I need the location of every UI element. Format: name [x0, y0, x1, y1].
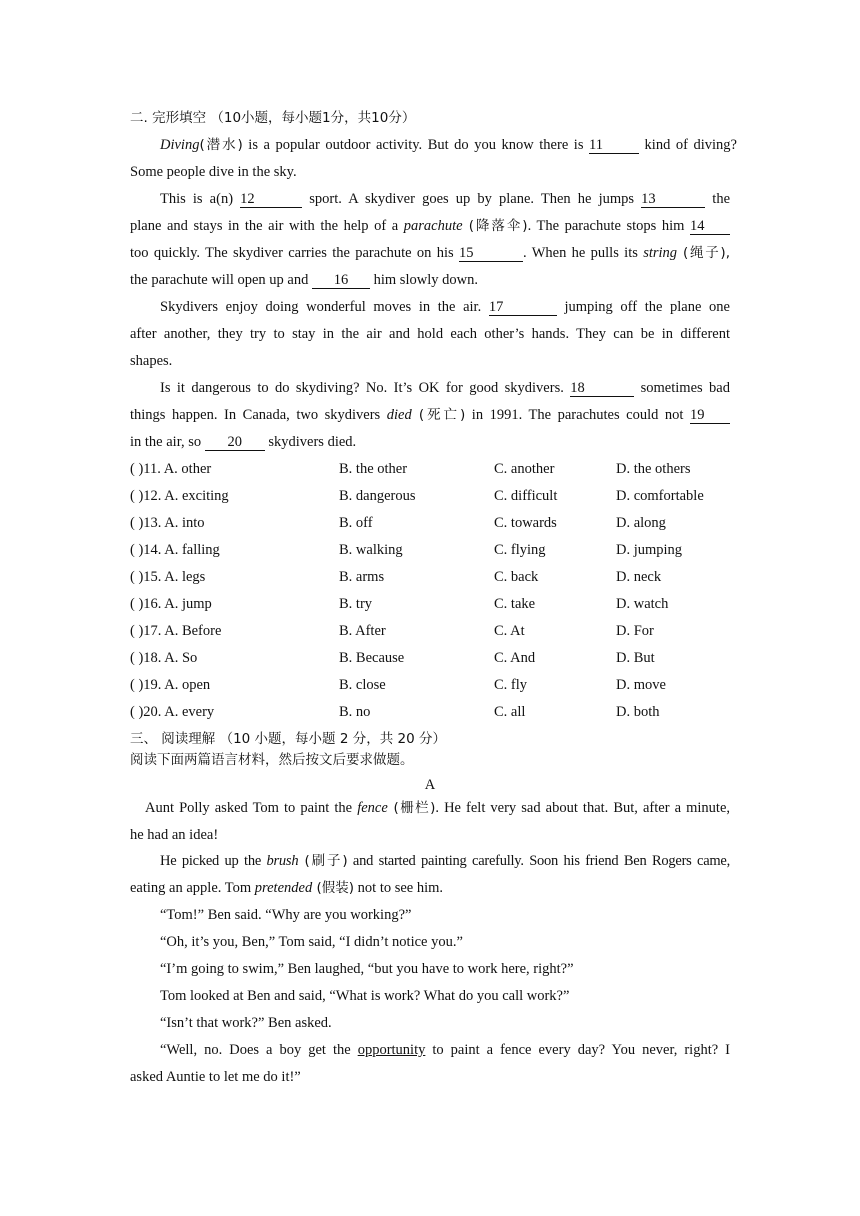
option-a[interactable]: ( )20. A. every [130, 704, 215, 720]
blank-11[interactable]: 11 [589, 138, 639, 154]
option-a[interactable]: ( )19. A. open [130, 677, 211, 693]
option-c[interactable]: C. all [494, 704, 526, 720]
blank-13[interactable]: 13 [641, 192, 705, 208]
option-c[interactable]: C. another [494, 461, 555, 477]
question-row [130, 459, 770, 479]
option-b[interactable]: B. close [339, 677, 386, 693]
option-c[interactable]: C. And [494, 650, 536, 666]
cloze-p3-line1 [160, 297, 730, 317]
option-d[interactable]: D. For [616, 623, 654, 639]
blank-16[interactable]: 16 [312, 273, 370, 289]
text: Skydivers enjoy doing wonderful moves in the air. [160, 299, 489, 315]
question-row [130, 621, 770, 641]
reading-instruction [130, 750, 730, 770]
option-a[interactable]: ( )15. A. legs [130, 569, 206, 585]
question-row [130, 540, 770, 560]
option-b[interactable]: B. Because [339, 650, 405, 666]
option-b[interactable]: B. try [339, 596, 373, 612]
option-d[interactable]: D. watch [616, 596, 669, 612]
blank-14[interactable]: 14 [690, 219, 730, 235]
option-c[interactable]: C. back [494, 569, 539, 585]
term-opportunity: opportunity [357, 1042, 426, 1058]
option-b[interactable]: B. After [339, 623, 386, 639]
option-a[interactable]: ( )13. A. into [130, 515, 205, 531]
gloss: (绳子), [677, 245, 730, 261]
text: the [705, 191, 731, 207]
text: is a popular outdoor activity. But do you know there is [242, 137, 590, 153]
text: in the air, so [130, 434, 205, 450]
dialogue-line: “Isn’t that work?” Ben asked. [160, 1015, 332, 1031]
gloss: (降落伞) [462, 218, 528, 234]
option-b[interactable]: B. off [339, 515, 373, 531]
text: the parachute will open up and [130, 272, 312, 288]
gloss: (潜水) [199, 137, 243, 153]
option-d[interactable]: D. both [616, 704, 660, 720]
gloss: (栅栏) [387, 800, 436, 816]
gloss: (刷子) [298, 853, 348, 869]
text: things happen. In Canada, two skydivers [130, 407, 387, 423]
question-row [130, 648, 770, 668]
text: too quickly. The skydiver carries the parachute on his [130, 245, 459, 261]
text: . When he pulls its [523, 245, 644, 261]
text: eating an apple. Tom [130, 880, 255, 896]
cloze-p2-line1 [160, 189, 730, 209]
text: and started painting carefully. Soon his friend Ben Rogers came, [347, 853, 730, 869]
text: . He felt very sad about that. But, after a minute, [435, 800, 731, 816]
option-a[interactable]: ( )14. A. falling [130, 542, 220, 558]
blank-20[interactable]: 20 [205, 435, 265, 451]
reading-instruction-text: 阅读下面两篇语言材料，然后按文后要求做题。 [130, 752, 414, 768]
cloze-p1-line1 [160, 135, 737, 155]
option-c[interactable]: C. take [494, 596, 536, 612]
cloze-p4-line3 [130, 432, 730, 452]
text: kind of diving? [639, 137, 737, 153]
question-row [130, 567, 770, 587]
passage-label: A [424, 777, 436, 793]
dialogue-line: Tom looked at Ben and said, “What is work? What do you call work?” [160, 988, 570, 1004]
option-b[interactable]: B. walking [339, 542, 403, 558]
option-d[interactable]: D. move [616, 677, 666, 693]
option-c[interactable]: C. difficult [494, 488, 558, 504]
cloze-p2-line3 [130, 243, 730, 263]
blank-18[interactable]: 18 [570, 381, 634, 397]
text: Aunt Polly asked Tom to paint the [145, 800, 358, 816]
reading-heading-text: 三、 阅读理解 （10 小题，每小题 2 分，共 20 分） [130, 731, 446, 747]
option-c[interactable]: C. At [494, 623, 525, 639]
text: This is a(n) [160, 191, 241, 207]
reading-r2-line2 [130, 878, 730, 898]
text: skydivers died. [264, 434, 357, 450]
blank-19[interactable]: 19 [690, 408, 730, 424]
reading-r3-line2: asked Auntie to let me do it!” [130, 1069, 301, 1085]
term-diving: Diving [160, 137, 200, 153]
text: . The parachute stops him [527, 218, 691, 234]
option-d[interactable]: D. the others [616, 461, 691, 477]
reading-r1-line2: he had an idea! [130, 827, 219, 843]
text: not to see him. [354, 880, 444, 896]
text: in 1991. The parachutes could not [465, 407, 691, 423]
reading-r3-line1 [160, 1040, 730, 1060]
term-pretended: pretended [254, 880, 313, 896]
option-b[interactable]: B. arms [339, 569, 385, 585]
term-died: died [386, 407, 412, 423]
dialogue-line: “Tom!” Ben said. “Why are you working?” [160, 907, 412, 923]
reading-r1-line1 [145, 798, 730, 818]
gloss: (死亡) [411, 407, 466, 423]
text: jumping off the plane one [556, 299, 730, 315]
text: plane and stays in the air with the help of a [130, 218, 404, 234]
text: “Well, no. Does a boy get the [160, 1042, 358, 1058]
option-a[interactable]: ( )11. A. other [130, 461, 212, 477]
text: him slowly down. [370, 272, 478, 288]
option-a[interactable]: ( )12. A. exciting [130, 488, 229, 504]
option-d[interactable]: D. But [616, 650, 655, 666]
cloze-p4-line2 [130, 405, 730, 425]
text: He picked up the [160, 853, 267, 869]
question-row [130, 702, 770, 722]
option-a[interactable]: ( )16. A. jump [130, 596, 212, 612]
gloss: (假装) [312, 880, 355, 896]
dialogue-line: “I’m going to swim,” Ben laughed, “but you have to work here, right?” [160, 961, 574, 977]
question-row [130, 594, 770, 614]
question-row [130, 486, 770, 506]
option-a[interactable]: ( )17. A. Before [130, 623, 222, 639]
text: sport. A skydiver goes up by plane. Then he jumps [302, 191, 642, 207]
option-c[interactable]: C. flying [494, 542, 546, 558]
option-d[interactable]: D. neck [616, 569, 662, 585]
term-brush: brush [266, 853, 299, 869]
dialogue-line: “Oh, it’s you, Ben,” Tom said, “I didn’t notice you.” [160, 934, 463, 950]
question-row [130, 513, 770, 533]
term-fence: fence [357, 800, 388, 816]
reading-r2-line1 [160, 851, 730, 871]
cloze-p3-line2: after another, they try to stay in the air and hold each other’s hands. They can be in different [130, 326, 730, 342]
option-c[interactable]: C. towards [494, 515, 557, 531]
option-d[interactable]: D. along [616, 515, 666, 531]
blank-12[interactable]: 12 [240, 192, 302, 208]
question-row [130, 675, 770, 695]
cloze-p1-line2: Some people dive in the sky. [130, 164, 297, 180]
text: to paint a fence every day? You never, right? I [425, 1042, 730, 1058]
option-d[interactable]: D. comfortable [616, 488, 704, 504]
option-b[interactable]: B. dangerous [339, 488, 416, 504]
text: Is it dangerous to do skydiving? No. It’s OK for good skydivers. [160, 380, 571, 396]
option-c[interactable]: C. fly [494, 677, 528, 693]
cloze-p3-line3: shapes. [130, 353, 173, 369]
text: sometimes bad [634, 380, 730, 396]
reading-heading [130, 729, 730, 749]
option-b[interactable]: B. the other [339, 461, 408, 477]
option-b[interactable]: B. no [339, 704, 371, 720]
option-a[interactable]: ( )18. A. So [130, 650, 198, 666]
blank-15[interactable]: 15 [459, 246, 523, 262]
cloze-p4-line1 [160, 378, 730, 398]
term-string: string [643, 245, 678, 261]
option-d[interactable]: D. jumping [616, 542, 683, 558]
cloze-heading [130, 108, 730, 128]
cloze-heading-text: 二. 完形填空 （10小题，每小题1分，共10分） [130, 110, 416, 126]
term-parachute: parachute [403, 218, 463, 234]
cloze-p2-line2 [130, 216, 730, 236]
cloze-p2-line4 [130, 270, 730, 290]
blank-17[interactable]: 17 [489, 300, 557, 316]
